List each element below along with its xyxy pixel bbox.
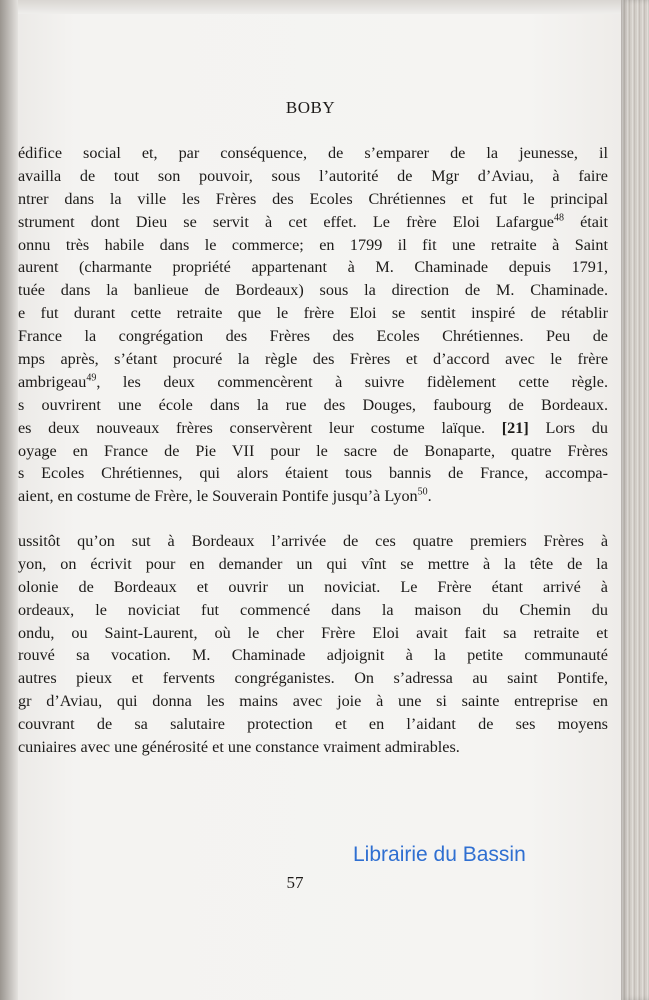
text-line: availla de tout son pouvoir, sous l’autorité de Mgr d’Aviau, à faire [18, 166, 608, 185]
text-line: aurent (charmante propriété appartenant à M. Chaminade depuis 1791, [18, 258, 608, 277]
text-line: s Ecoles Chrétiennes, qui alors étaient tous bannis de France, accompa- [18, 464, 608, 483]
text-line [18, 371, 608, 394]
text-line: olonie de Bordeaux et ouvrir un noviciat. Le Frère étant arrivé à [18, 577, 608, 596]
text-line: autres pieux et fervents congréganistes. On s’adressa au saint Pontife, [18, 669, 608, 688]
text-line: mps après, s’étant procuré la règle des Frères et d’accord avec le frère [18, 350, 608, 369]
text-line-end: Lors du [545, 418, 608, 437]
footnote-ref-50: 50 [417, 486, 428, 498]
text-line-end: était [580, 212, 608, 231]
page-number: 57 [286, 873, 304, 892]
text-line-start: strument dont Dieu se servit à cet effet. Le frère Eloi Lafargue [18, 212, 554, 231]
text-line-end: , les deux commencèrent à suivre fidèlement cette règle. [96, 372, 608, 391]
text-line-start: aient, en costume de Frère, le Souverain Pontife jusqu’à Lyon [18, 487, 418, 506]
text-line: e fut durant cette retraite que le frère Eloi se sentit inspiré de rétablir [18, 304, 608, 323]
gutter-shadow [0, 0, 18, 1000]
text-line: édifice social et, par conséquence, de s’emparer de la jeunesse, il [18, 144, 608, 162]
paragraph-2 [18, 530, 608, 759]
running-head: BOBY [285, 98, 336, 117]
text-line-end: . [427, 487, 432, 506]
text-line [18, 417, 608, 440]
text-line: s ouvrirent une école dans la rue des Douges, faubourg de Bordeaux. [18, 395, 608, 414]
text-line: ussitôt qu’on sut à Bordeaux l’arrivée de ces quatre premiers Frères à [18, 532, 608, 550]
text-line: yon, on écrivit pour en demander un qui vînt se mettre à la tête de la [18, 554, 608, 573]
text-line: tuée dans la banlieue de Bordeaux) sous la direction de M. Chaminade. [18, 281, 608, 300]
text-line [18, 485, 608, 508]
text-line: couvrant de sa salutaire protection et en l’aidant de ses moyens [18, 715, 608, 734]
text-line: ondu, ou Saint-Laurent, où le cher Frère Eloi avait fait sa retraite et [18, 623, 608, 642]
text-line-start: ambrigeau [18, 372, 87, 391]
text-line: cuniaires avec une générosité et une constance vraiment admirables. [18, 738, 460, 757]
page-marker: [21] [501, 418, 529, 437]
text-line: onnu très habile dans le commerce; en 1799 il fit une retraite à Saint [18, 235, 608, 254]
text-line-start: es deux nouveaux frères conservèrent leur costume laïque. [18, 418, 486, 437]
text-line: ordeaux, le noviciat fut commencé dans la maison du Chemin du [18, 600, 608, 619]
watermark: Librairie du Bassin [353, 843, 526, 866]
page-stack-edge [621, 0, 649, 1000]
text-line: gr d’Aviau, qui donna les mains avec joie à une si sainte entreprise en [18, 692, 608, 711]
text-line: ntrer dans la ville les Frères des Ecoles Chrétiennes et fut le principal [18, 189, 608, 208]
text-line: France la congrégation des Frères des Ecoles Chrétiennes. Peu de [18, 327, 608, 346]
text-line: oyage en France de Pie VII pour le sacre de Bonaparte, quatre Frères [18, 441, 608, 460]
footnote-ref-48: 48 [553, 212, 564, 224]
text-line [18, 211, 608, 234]
text-line: rouvé sa vocation. M. Chaminade adjoignit à la petite communauté [18, 646, 608, 665]
page-top-edge [0, 0, 621, 14]
footnote-ref-49: 49 [86, 372, 97, 384]
paragraph-1 [18, 142, 608, 508]
